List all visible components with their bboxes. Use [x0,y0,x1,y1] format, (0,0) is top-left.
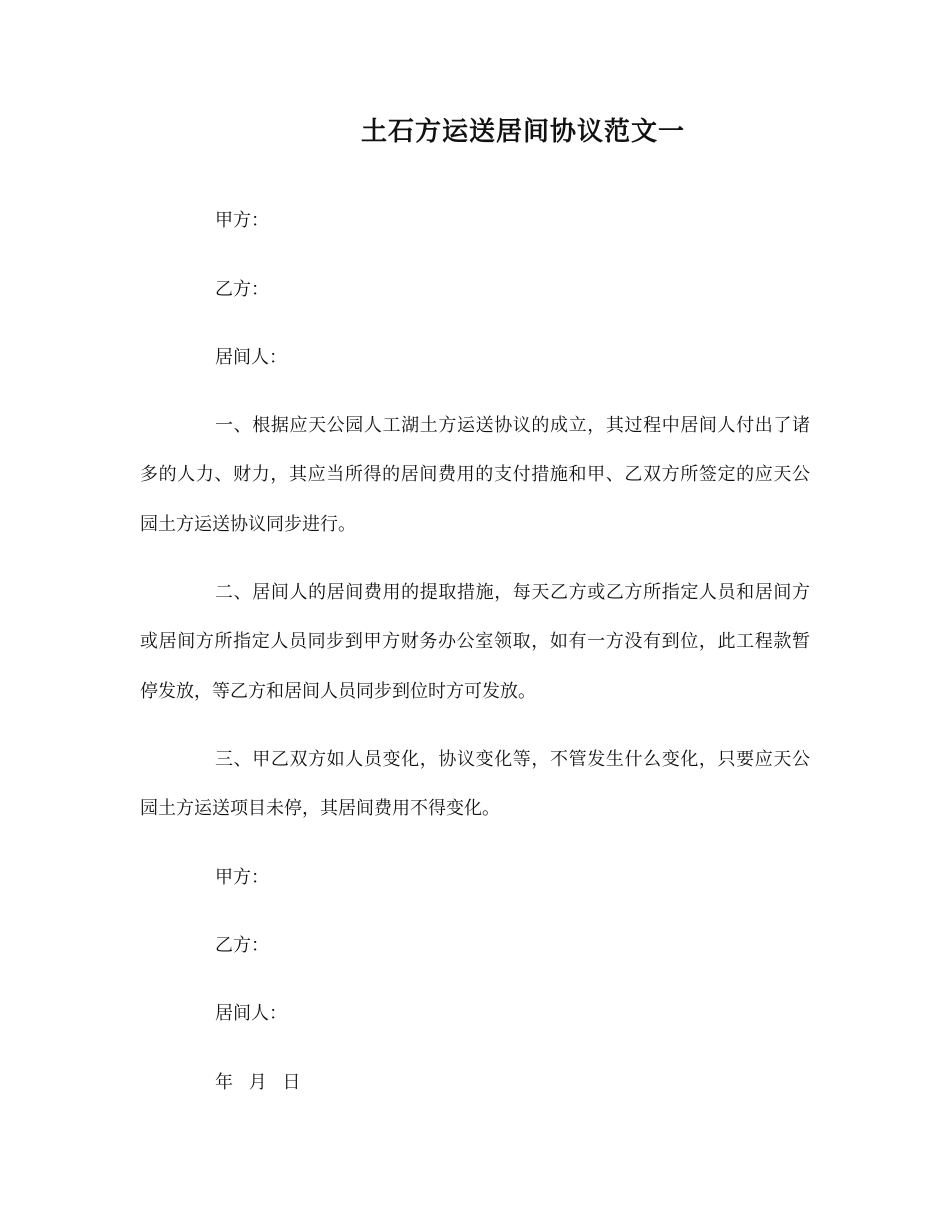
date-year: 年 [215,1072,233,1093]
clause1-line1: 一、根据应天公园人工湖土方运送协议的成立，其过程中居间人付出了诸 [215,415,810,436]
party-a-label: 甲方： [215,210,269,231]
clause1-line3: 园土方运送协议同步进行。 [140,514,356,535]
signature-intermediary-label: 居间人： [215,1003,287,1024]
date-day: 日 [282,1072,301,1093]
signature-party-a-label: 甲方： [215,867,269,888]
party-b-label: 乙方： [215,279,269,300]
signature-date [215,1070,310,1096]
clause2-line1: 二、居间人的居间费用的提取措施，每天乙方或乙方所指定人员和居间方 [215,582,810,603]
document-title: 土石方运送居间协议范文一 [360,117,685,147]
clause3-line2: 园土方运送项目未停，其居间费用不得变化。 [140,798,500,819]
signature-party-b-label: 乙方： [215,935,269,956]
clause2-line2: 或居间方所指定人员同步到甲方财务办公室领取，如有一方没有到位，此工程款暂 [140,631,810,652]
clause3-line1: 三、甲乙双方如人员变化，协议变化等，不管发生什么变化，只要应天公 [215,749,810,770]
clause1-line2: 多的人力、财力，其应当所得的居间费用的支付措施和甲、乙双方所签定的应天公 [140,464,810,485]
clause2-line3: 停发放，等乙方和居间人员同步到位时方可发放。 [140,681,536,702]
intermediary-label: 居间人： [215,347,287,368]
date-month: 月 [248,1072,267,1093]
